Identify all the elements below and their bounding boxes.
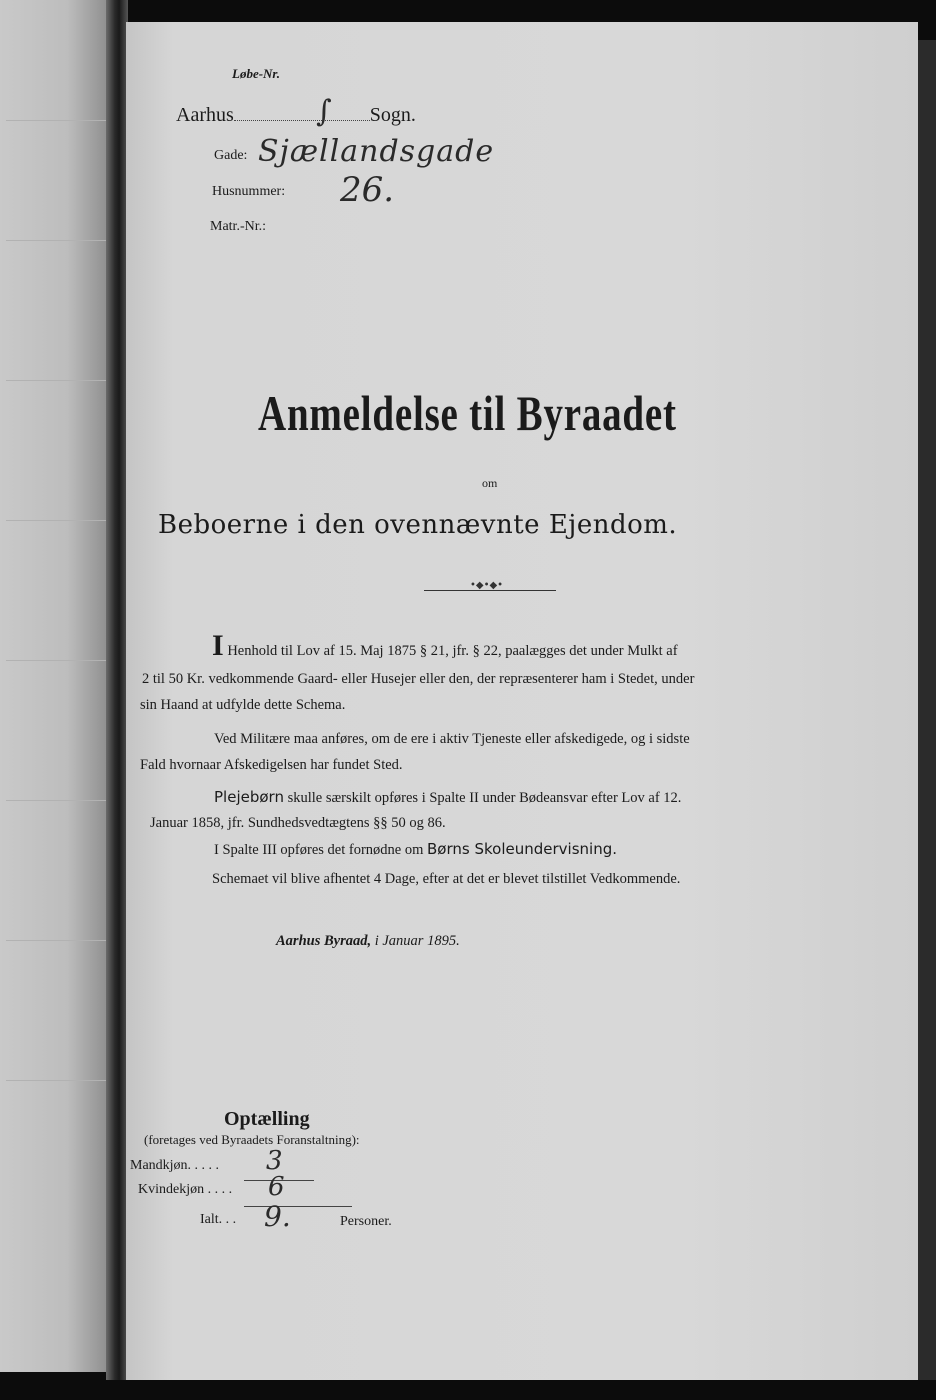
gade-label: Gade: <box>214 148 248 163</box>
parish-line <box>176 104 416 127</box>
signature-line <box>276 928 460 955</box>
parish-label-left: Aarhus <box>176 104 234 126</box>
skoleundervisning-emphasis: Børns Skoleundervisning. <box>427 840 617 858</box>
female-count: 6 <box>268 1172 285 1202</box>
husnummer-label: Husnummer: <box>212 184 286 199</box>
female-label: Kvindekjøn . . . . <box>138 1182 233 1197</box>
gade-value: Sjællandsgade <box>258 134 495 169</box>
paragraph-1-line-1 <box>212 629 678 665</box>
persons-label: Personer. <box>340 1214 392 1229</box>
paragraph-1-line-2: 2 til 50 Kr. vedkommende Gaard- eller Husejer eller den, der repræsenterer ham i Stedet, under <box>142 671 695 687</box>
count-note: (foretages ved Byraadets Foranstaltning): <box>144 1132 360 1147</box>
count-heading: Optælling <box>224 1108 310 1130</box>
paragraph-3-line-2: Januar 1858, jfr. Sundhedsvedtægtens §§ 50 og 86. <box>150 815 446 831</box>
title-connector: om <box>482 476 498 490</box>
drop-cap: I <box>212 629 224 662</box>
left-page-edge <box>0 0 112 1372</box>
paragraph-3-line-1 <box>214 784 681 812</box>
paragraph-4 <box>214 836 617 864</box>
paragraph-2-line-1: Ved Militære maa anføres, om de ere i aktiv Tjeneste eller afskedigede, og i sidste <box>214 731 690 747</box>
matr-nr-label: Matr.-Nr.: <box>210 219 266 234</box>
paragraph-4-text: I Spalte III opføres det fornødne om <box>214 842 424 858</box>
document-page <box>126 22 918 1380</box>
parish-label-right: Sogn. <box>369 104 416 126</box>
right-border <box>918 40 936 1380</box>
total-label: Ialt. . . <box>200 1212 237 1227</box>
lobe-nr-label: Løbe-Nr. <box>232 66 281 81</box>
male-count: 3 <box>266 1146 283 1176</box>
paragraph-1-text-1: Henhold til Lov af 15. Maj 1875 § 21, jfr. § 22, paalægges det under Mulkt af <box>227 643 678 659</box>
paragraph-1-line-3: sin Haand at udfylde dette Schema. <box>140 697 346 713</box>
paragraph-5: Schemaet vil blive afhentet 4 Dage, efter at det er blevet tilstillet Vedkommende. <box>212 871 681 887</box>
ornament-glyph: •◆•◆• <box>470 580 504 591</box>
parish-field <box>234 120 370 121</box>
husnummer-value: 26. <box>340 170 395 210</box>
signature-council: Aarhus Byraad, <box>276 933 372 949</box>
paragraph-2-line-2: Fald hvornaar Afskedigelsen har fundet Sted. <box>140 757 403 773</box>
female-underline <box>244 1206 352 1207</box>
total-count: 9. <box>264 1200 291 1233</box>
signature-date: i Januar 1895. <box>374 933 460 949</box>
paragraph-3-text-1: skulle særskilt opføres i Spalte II under Bødeansvar efter Lov af 12. <box>287 790 682 806</box>
document-title: Anmeldelse til Byraadet <box>258 385 677 441</box>
document-subtitle: Beboerne i den ovennævnte Ejendom. <box>158 510 678 540</box>
plejeborn-lead: Plejebørn <box>214 788 284 806</box>
parish-mark: ∫ <box>316 94 332 129</box>
male-label: Mandkjøn. . . . . <box>130 1158 220 1173</box>
book-spine <box>106 0 128 1380</box>
